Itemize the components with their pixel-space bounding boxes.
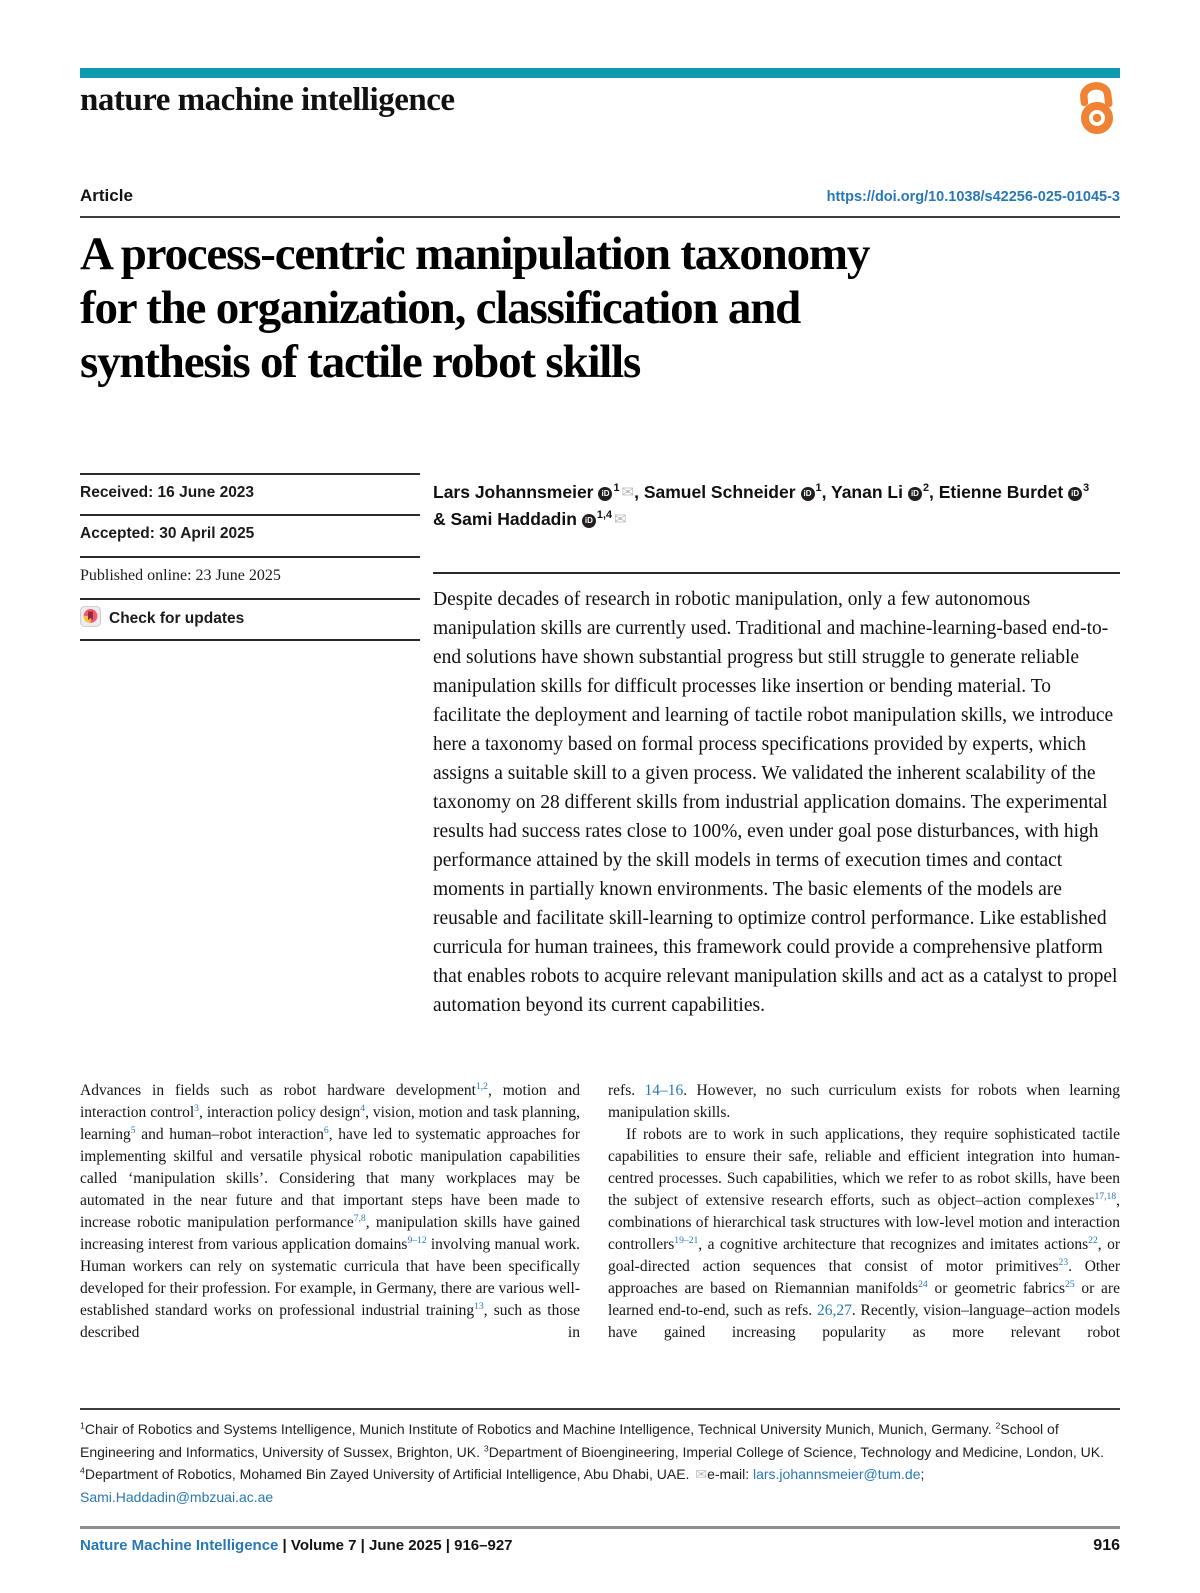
affiliation-superscript: 2 bbox=[995, 1420, 1001, 1431]
text-link[interactable]: Sami.Haddadin@mbzuai.ac.ae bbox=[80, 1488, 274, 1505]
affiliation-superscript: 1 bbox=[80, 1420, 85, 1431]
orcid-icon[interactable]: iD bbox=[1068, 487, 1082, 501]
footer-citation bbox=[80, 1537, 513, 1554]
affiliation-superscript: 1,4 bbox=[596, 509, 612, 522]
reference-superscript[interactable]: 13 bbox=[474, 1300, 484, 1312]
footer-journal-name[interactable]: Nature Machine Intelligence bbox=[80, 1537, 279, 1554]
header-divider bbox=[80, 216, 1120, 218]
article-header-row bbox=[80, 186, 1120, 206]
envelope-icon: ✉ bbox=[614, 511, 627, 528]
abstract-text: Despite decades of research in robotic manipulation, only a few autonomous manipulation skills are currently used. Traditional and machine-learning-based end-to-end solutions have shown substantial progress but still struggle to generate reliable manipulation skills for difficult processes like insertion or bending material. To facilitate the deployment and learning of tactile robot manipulation skills, we introduce here a taxonomy based on formal process specifications provided by experts, which assigns a suitable skill to a given process. We validated the inherent scalability of the taxonomy on 28 different skills from industrial application domains. The experimental results had success rates close to 100%, even under goal pose disturbances, with high performance attained by the skill models in terms of execution times and contact moments in partially known environments. The basic elements of the models are reusable and facilitate skill-learning to optimize control performance. Like established curricula for human trainees, this framework could provide a comprehensive platform that enables robots to acquire relevant manipulation skills and act as a catalyst to propel automation beyond its current capabilities. bbox=[433, 589, 1118, 1016]
envelope-icon: ✉ bbox=[695, 1466, 708, 1482]
orcid-icon[interactable]: iD bbox=[801, 487, 815, 501]
reference-superscript[interactable]: 5 bbox=[130, 1124, 136, 1136]
title-line-1: A process-centric manipulation taxonomy bbox=[80, 228, 870, 280]
doi-link[interactable]: https://doi.org/10.1038/s42256-025-01045-3 bbox=[826, 189, 1120, 205]
reference-superscript[interactable]: 4 bbox=[360, 1102, 366, 1114]
affiliations-footnote: $^1$Chair of Robotics and Systems Intelligence, Munich Institute of Robotics and Machine Intelligence, Technical University Munich, Munich, Germany. $^2$School of Engineering and Informatics, University of Sussex, Brighton, UK. $^3$Department of Bioengineering, Imperial College of Science, Technology and Medicine, London, UK. $^4$Department of Robotics, Mohamed Bin Zayed University of Artificial Intelligence, Abu Dhabi, UAE. ✉e-mail: lars.johannsmeier@tum.de; Sami.Haddadin@mbzuai.ac.ae bbox=[80, 1420, 1105, 1505]
body-paragraph: If robots are to work in such applications, they require sophisticated tactile capabilities to ensure their safe, reliable and efficient integration into human-centred processes. Such capabilities, which we refer to as robot skills, have been the subject of extensive research efforts, such as object–action complexes$^{17,18}$, combinations of hierarchical task structures with low-level motion and interaction controllers$^{19-21}$, a cognitive architecture that recognizes and imitates actions$^{22}$, or goal-directed action sequences that consist of motor primitives$^{23}$. Other approaches are based on Riemannian manifolds$^{24}$ or geometric fabrics$^{25}$ or are learned end-to-end, such as refs. 26,27. Recently, vision–language–action models have gained increasing popularity as more relevant robot bbox=[608, 1126, 1121, 1341]
reference-superscript[interactable]: 17,18 bbox=[1094, 1190, 1117, 1202]
article-type-label: Article bbox=[80, 186, 133, 205]
meta-divider bbox=[80, 598, 420, 600]
meta-divider bbox=[80, 639, 420, 641]
reference-superscript[interactable]: 19–21 bbox=[674, 1234, 699, 1246]
meta-divider bbox=[80, 514, 420, 516]
text-link[interactable]: 14–16 bbox=[644, 1082, 684, 1099]
journal-top-bar bbox=[80, 68, 1120, 78]
footer-volume-info: | Volume 7 | June 2025 | 916–927 bbox=[278, 1537, 513, 1554]
check-for-updates-label: Check for updates bbox=[109, 610, 245, 627]
orcid-icon[interactable]: iD bbox=[582, 514, 596, 528]
paper-title bbox=[80, 227, 1140, 389]
meta-divider bbox=[80, 473, 420, 475]
page-number: 916 bbox=[1093, 1537, 1120, 1554]
affiliation-superscript: 3 bbox=[483, 1442, 489, 1453]
reference-superscript[interactable]: 24 bbox=[918, 1278, 928, 1290]
journal-logo: nature machine intelligence bbox=[80, 82, 455, 118]
author-list: Lars Johannsmeier iD $^1$ ✉, Samuel Schneider iD $^1$, Yanan Li iD $^2$, Etienne Burdet iD $^3$ & Sami Haddadin iD $^{1,4}$ ✉ bbox=[433, 482, 1090, 529]
footnote-divider bbox=[80, 1408, 1120, 1410]
open-access-icon bbox=[1074, 76, 1120, 141]
reference-superscript[interactable]: 23 bbox=[1058, 1256, 1069, 1268]
body-paragraph: refs. 14–16. However, no such curriculum exists for robots when learning manipulation skills. bbox=[608, 1082, 1120, 1121]
received-date: Received: 16 June 2023 bbox=[80, 484, 255, 501]
body-paragraph: Advances in fields such as robot hardware development$^{1,2}$, motion and interaction control$^3$, interaction policy design$^4$, vision, motion and task planning, learning$^5$ and human–robot interaction$^6$, have led to systematic approaches for implementing skilful and versatile physical robotic manipulation capabilities called ‘manipulation skills’. Considering that many workplaces may be automated in the near future and that important steps have been made to increase robotic manipulation performance$^{7,8}$, manipulation skills have gained increasing interest from various application domains$^{9-12}$ involving manual work. Human workers can rely on systematic curricula that have been specifically developed for their profession. For example, in Germany, there are various well-established standard works on professional industrial training$^{13}$, such as those described in bbox=[80, 1080, 581, 1341]
abstract-divider bbox=[433, 572, 1120, 574]
affiliation-superscript: 4 bbox=[80, 1465, 85, 1476]
accepted-date: Accepted: 30 April 2025 bbox=[80, 525, 255, 542]
reference-superscript[interactable]: 7,8 bbox=[353, 1212, 366, 1224]
reference-superscript[interactable]: 6 bbox=[323, 1124, 329, 1136]
published-date: Published online: 23 June 2025 bbox=[80, 567, 281, 584]
crossmark-icon bbox=[80, 606, 101, 632]
reference-superscript[interactable]: 9–12 bbox=[407, 1234, 427, 1246]
affiliation-superscript: 3 bbox=[1083, 482, 1090, 495]
check-for-updates-button[interactable] bbox=[80, 606, 244, 632]
affiliation-superscript: 2 bbox=[922, 482, 929, 495]
reference-superscript[interactable]: 22 bbox=[1088, 1234, 1098, 1246]
body-column-left bbox=[80, 1080, 580, 1344]
meta-divider bbox=[80, 556, 420, 558]
affiliation-superscript: 1 bbox=[613, 482, 620, 495]
envelope-icon: ✉ bbox=[621, 484, 635, 501]
reference-superscript[interactable]: 25 bbox=[1065, 1278, 1075, 1290]
orcid-icon[interactable]: iD bbox=[908, 487, 922, 501]
text-link[interactable]: 26,27 bbox=[816, 1302, 852, 1319]
affiliation-superscript: 1 bbox=[815, 482, 822, 495]
reference-superscript[interactable]: 1,2 bbox=[475, 1080, 488, 1092]
title-line-2: for the organization, classification and bbox=[80, 282, 801, 334]
orcid-icon[interactable]: iD bbox=[598, 487, 612, 501]
body-column-right bbox=[608, 1080, 1120, 1344]
footer-row bbox=[80, 1537, 1120, 1555]
title-line-3: synthesis of tactile robot skills bbox=[80, 336, 641, 388]
text-link[interactable]: lars.johannsmeier@tum.de bbox=[752, 1466, 921, 1482]
reference-superscript[interactable]: 3 bbox=[194, 1102, 199, 1114]
footer-divider bbox=[80, 1526, 1120, 1529]
